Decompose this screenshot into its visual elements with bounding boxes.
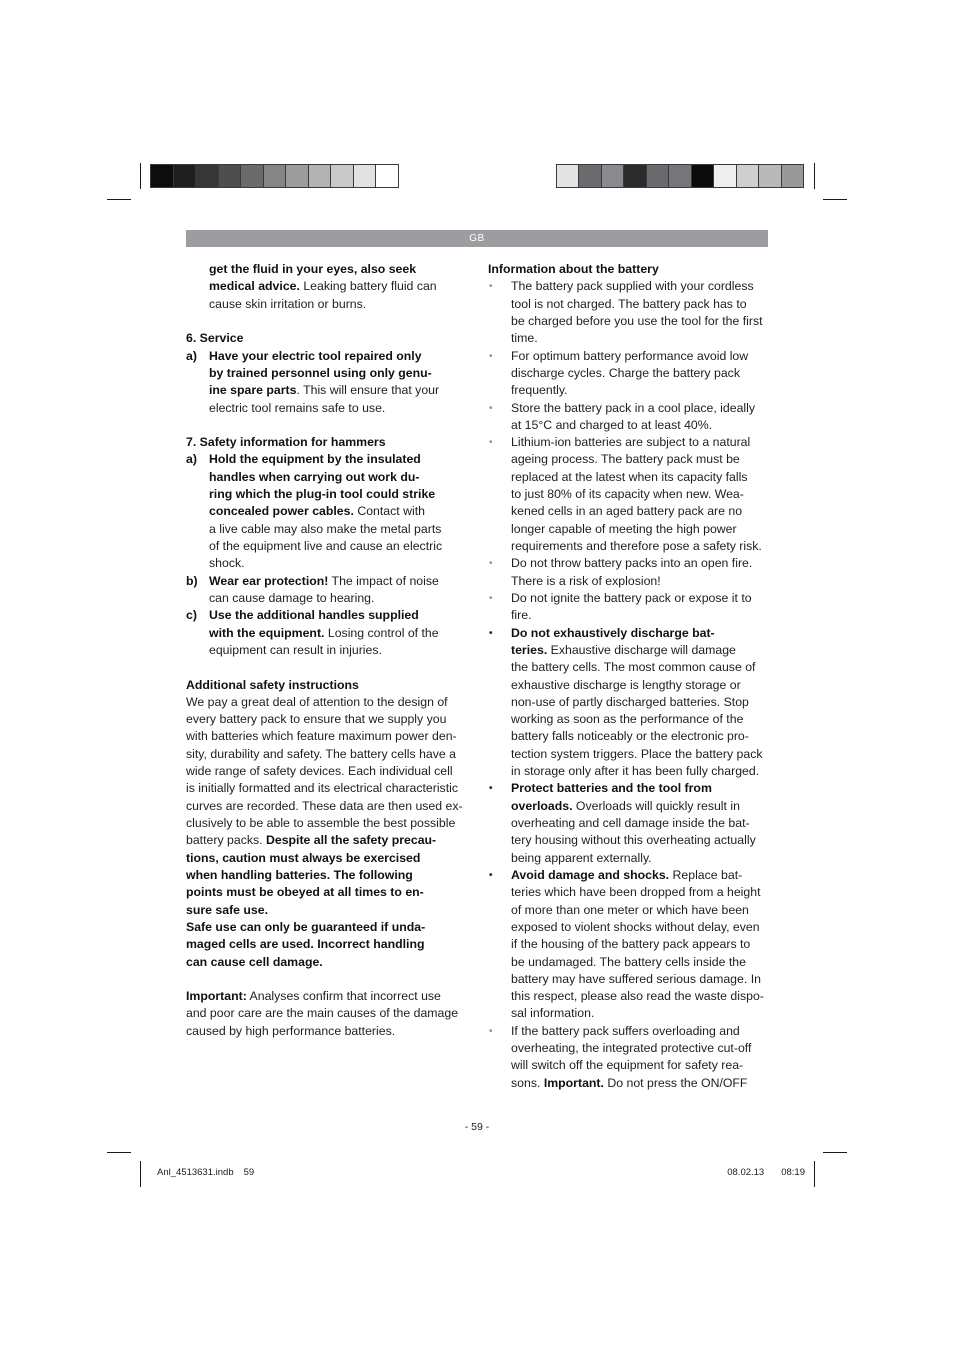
text-run: If the battery pack suffers overloading and: [511, 1023, 740, 1038]
text-run: wide range of safety devices. Each individual cell: [186, 764, 453, 779]
list-item-body: [209, 607, 466, 659]
text-line: [511, 746, 768, 763]
text-run: fire.: [511, 608, 532, 623]
color-patch: [737, 165, 759, 187]
text-line: [186, 988, 466, 1005]
list-item: [186, 451, 466, 572]
bold-text-run: Avoid damage and shocks.: [511, 867, 670, 882]
bold-text-run: handles when carrying out work du-: [209, 469, 420, 484]
list-item-body: [209, 573, 466, 608]
text-run: battery may have suffered serious damage. In: [511, 971, 761, 986]
text-run: of more than one meter or which have been: [511, 902, 749, 917]
slug-time: 08:19: [781, 1167, 805, 1178]
bold-text-run: when handling batteries. The following: [186, 867, 413, 882]
text-run: time.: [511, 331, 538, 346]
bold-text-run: can cause cell damage.: [186, 954, 323, 969]
color-patch: [782, 165, 803, 187]
text-line: [209, 573, 466, 590]
text-run: shock.: [209, 556, 245, 571]
color-patch: [286, 165, 309, 187]
blank-line: [186, 659, 466, 676]
text-line: [209, 365, 466, 382]
text-run: a live cable may also make the metal parts: [209, 521, 442, 536]
list-item-body: [511, 555, 768, 590]
text-run: There is a risk of explosion!: [511, 573, 661, 588]
text-run: Losing control of the: [324, 625, 439, 640]
bullet-marker: •: [489, 627, 493, 639]
text-run: of the equipment live and cause an electric: [209, 539, 443, 553]
text-run: with batteries which feature maximum power den-: [186, 729, 457, 744]
text-line: [511, 296, 768, 313]
text-line: [511, 503, 768, 520]
bullet-marker: •: [489, 869, 493, 881]
text-line: [511, 1023, 768, 1040]
bold-text-run: Safe use can only be guaranteed if unda-: [186, 919, 426, 934]
text-line: [209, 261, 466, 278]
bold-text-run: Despite all the safety precau-: [265, 833, 437, 848]
text-line: [511, 330, 768, 347]
section-heading: Additional safety instructions: [186, 677, 359, 692]
paragraph: [186, 694, 466, 971]
bold-text-run: overloads.: [511, 798, 573, 813]
text-line: [209, 469, 466, 486]
text-line: [186, 746, 466, 763]
lettered-list: [186, 451, 466, 659]
text-line: [511, 677, 768, 694]
text-line: [186, 1023, 466, 1040]
text-line: [511, 313, 768, 330]
slug-filename: Anl_4513631.indb: [157, 1167, 234, 1178]
bold-text-run: concealed power cables.: [209, 504, 354, 519]
text-line: [186, 936, 466, 953]
list-item-body: [511, 780, 768, 867]
text-line: [511, 867, 768, 884]
text-run: working as soon as the performance of the: [511, 712, 744, 727]
text-run: in storage only after it has been fully charged.: [511, 764, 760, 779]
text-run: be undamaged. The battery cells inside the: [511, 954, 746, 969]
left-column: [186, 261, 466, 1040]
text-line: [186, 798, 466, 815]
color-calibration-bar-left: [150, 164, 399, 188]
color-patch: [714, 165, 736, 187]
bullet-marker: •: [489, 1025, 493, 1037]
crop-mark: [107, 1152, 131, 1153]
list-item-body: [511, 625, 768, 781]
text-run: kened cells in an aged battery pack are no: [511, 504, 743, 519]
text-run: equipment can result in injuries.: [209, 642, 382, 657]
language-label: GB: [469, 233, 485, 244]
color-patch: [309, 165, 332, 187]
text-line: [209, 607, 466, 624]
text-line: [209, 296, 466, 313]
print-slug-timestamp: [727, 1167, 805, 1179]
text-run: tool is not charged. The battery pack has to: [511, 296, 747, 311]
bullet-marker: •: [489, 783, 493, 795]
text-line: [209, 400, 466, 417]
text-line: [511, 625, 768, 642]
color-patch: [376, 165, 398, 187]
bullet-marker: •: [489, 558, 493, 570]
text-run: The battery pack supplied with your cordless: [511, 279, 754, 294]
list-marker: c): [186, 608, 197, 623]
list-marker: a): [186, 348, 197, 363]
bold-text-run: get the fluid in your eyes, also seek: [209, 262, 417, 276]
text-run: if the housing of the battery pack appears to: [511, 937, 751, 952]
text-run: can cause damage to hearing.: [209, 590, 375, 605]
text-line: [186, 850, 466, 867]
text-line: [511, 815, 768, 832]
text-line: [511, 486, 768, 503]
text-line: [511, 590, 768, 607]
bullet-marker: •: [489, 402, 493, 414]
text-line: [511, 659, 768, 676]
list-item: [488, 590, 768, 625]
bold-text-run: medical advice.: [209, 279, 300, 294]
text-line: [186, 954, 466, 971]
text-run: Overloads will quickly result in: [572, 798, 740, 813]
text-line: [511, 919, 768, 936]
text-line: [209, 538, 466, 555]
text-run: frequently.: [511, 383, 568, 398]
color-patch: [624, 165, 646, 187]
text-run: tery housing without this overheating actually: [511, 833, 756, 848]
list-item-body: [511, 1023, 768, 1092]
text-run: sity, durability and safety. The battery cells have a: [186, 746, 456, 761]
bold-text-run: points must be obeyed at all times to en-: [186, 885, 424, 900]
text-run: teries which have been dropped from a height: [511, 885, 761, 900]
list-item: [488, 400, 768, 435]
color-patch: [264, 165, 287, 187]
text-line: [186, 728, 466, 745]
blank-line: [186, 971, 466, 988]
text-run: tection system triggers. Place the battery pack: [511, 746, 763, 761]
color-patch: [219, 165, 242, 187]
text-run: longer capable of meeting the high power: [511, 521, 737, 536]
bold-text-run: Wear ear protection!: [209, 573, 329, 588]
bullet-marker: •: [489, 350, 493, 362]
text-line: [186, 884, 466, 901]
color-patch: [692, 165, 714, 187]
text-line: [511, 850, 768, 867]
bold-text-run: Important.: [543, 1075, 604, 1090]
text-line: [511, 971, 768, 988]
text-line: [511, 365, 768, 382]
text-line: [511, 348, 768, 365]
text-run: We pay a great deal of attention to the design of: [186, 694, 448, 709]
bullet-marker: •: [489, 437, 493, 449]
list-item: [488, 555, 768, 590]
bold-text-run: ring which the plug-in tool could strike: [209, 487, 436, 502]
list-item: [488, 867, 768, 1023]
text-line: [511, 1040, 768, 1057]
bold-text-run: maged cells are used. Incorrect handling: [186, 937, 425, 952]
list-item: [488, 278, 768, 347]
color-patch: [669, 165, 691, 187]
text-line: [511, 954, 768, 971]
text-line: [511, 832, 768, 849]
text-line: [511, 728, 768, 745]
list-item-body: [511, 278, 768, 347]
right-column: [488, 261, 768, 1092]
list-item: [488, 1023, 768, 1092]
text-run: exposed to violent shocks without delay, even: [511, 919, 760, 934]
language-header-bar: [186, 230, 768, 247]
list-item-body: [511, 590, 768, 625]
list-item-body: [209, 348, 466, 417]
text-line: [209, 521, 466, 538]
text-line: [186, 815, 466, 832]
text-run: this respect, please also read the waste dispo-: [511, 989, 764, 1004]
list-item: [488, 348, 768, 400]
section-heading: 7. Safety information for hammers: [186, 435, 386, 450]
text-line: [511, 382, 768, 399]
text-line: [511, 573, 768, 590]
text-line: [511, 711, 768, 728]
bold-text-run: Protect batteries and the tool from: [511, 781, 712, 796]
text-line: [511, 469, 768, 486]
text-run: to just 80% of its capacity when new. Wea-: [511, 487, 744, 502]
text-line: [511, 902, 768, 919]
color-patch: [579, 165, 601, 187]
list-item: [488, 780, 768, 867]
text-run: the battery cells. The most common cause of: [511, 660, 756, 675]
text-run: being apparent externally.: [511, 850, 652, 865]
text-run: . This will ensure that your: [296, 383, 440, 398]
text-run: sons.: [511, 1075, 544, 1090]
text-line: [511, 1005, 768, 1022]
color-patch: [354, 165, 377, 187]
color-patch: [602, 165, 624, 187]
text-line: [186, 867, 466, 884]
color-patch: [174, 165, 197, 187]
text-run: caused by high performance batteries.: [186, 1023, 396, 1038]
list-item-body: [511, 348, 768, 400]
list-item: [186, 573, 466, 608]
crop-mark: [814, 1161, 815, 1187]
text-run: requirements and therefore pose a safety risk.: [511, 539, 762, 553]
text-run: non-use of partly discharged batteries. Stop: [511, 694, 749, 709]
slug-page: 59: [243, 1167, 255, 1178]
crop-mark: [107, 199, 131, 200]
text-line: [209, 278, 466, 295]
crop-mark: [823, 1152, 847, 1153]
text-line: [511, 417, 768, 434]
list-item: [186, 607, 466, 659]
text-line: [511, 642, 768, 659]
text-line: [209, 382, 466, 399]
text-line: [511, 694, 768, 711]
text-line: [186, 832, 466, 849]
text-run: be charged before you use the tool for the first: [511, 313, 763, 328]
crop-mark: [814, 163, 815, 189]
text-run: replaced at the latest when its capacity falls: [511, 469, 748, 484]
color-calibration-bar-right: [556, 164, 804, 188]
color-patch: [647, 165, 669, 187]
bold-text-run: Do not exhaustively discharge bat-: [511, 625, 715, 640]
text-line: [186, 763, 466, 780]
text-line: [186, 902, 466, 919]
page-number: - 59 -: [464, 1121, 490, 1133]
text-run: Contact with: [353, 504, 425, 519]
bold-text-run: Important:: [186, 989, 247, 1004]
text-run: Do not throw battery packs into an open fire.: [511, 556, 753, 571]
crop-mark: [823, 199, 847, 200]
text-run: and poor care are the main causes of the damage: [186, 1006, 459, 1021]
bullet-marker: •: [489, 281, 493, 293]
lettered-list: [186, 261, 466, 313]
text-line: [511, 538, 768, 555]
text-run: clusively to be able to assemble the best possible: [186, 816, 456, 830]
text-run: sal information.: [511, 1006, 595, 1021]
list-item: [186, 348, 466, 417]
text-run: For optimum battery performance avoid low: [511, 348, 749, 363]
text-line: [209, 348, 466, 365]
color-patch: [196, 165, 219, 187]
paragraph: [186, 988, 466, 1040]
text-line: [186, 780, 466, 797]
text-run: discharge cycles. Charge the battery pack: [511, 365, 740, 380]
text-line: [209, 590, 466, 607]
text-line: [511, 936, 768, 953]
text-run: will switch off the equipment for safety rea-: [511, 1058, 744, 1073]
bullet-marker: •: [489, 592, 493, 604]
text-line: [511, 278, 768, 295]
text-line: [209, 486, 466, 503]
bold-text-run: with the equipment.: [209, 625, 325, 640]
text-line: [511, 884, 768, 901]
text-run: exhaustive discharge is lengthy storage or: [511, 677, 741, 692]
text-line: [511, 607, 768, 624]
text-run: Leaking battery fluid can: [299, 279, 437, 294]
crop-mark: [140, 163, 141, 189]
crop-mark: [140, 1161, 141, 1187]
bullet-list: [488, 278, 768, 1092]
text-line: [511, 988, 768, 1005]
text-run: overheating, the integrated protective cut-off: [511, 1041, 752, 1056]
color-patch: [557, 165, 579, 187]
text-run: ageing process. The battery pack must be: [511, 452, 740, 467]
color-patch: [241, 165, 264, 187]
text-line: [209, 555, 466, 572]
text-run: electric tool remains safe to use.: [209, 400, 386, 415]
text-run: curves are recorded. These data are then used ex-: [186, 798, 463, 813]
text-line: [186, 694, 466, 711]
bold-text-run: Have your electric tool repaired only: [209, 348, 422, 363]
text-line: [511, 798, 768, 815]
blank-line: [186, 417, 466, 434]
text-run: is initially formatted and its electrical characteristic: [186, 781, 458, 796]
text-line: [209, 451, 466, 468]
text-line: [186, 919, 466, 936]
text-run: Lithium-ion batteries are subject to a natural: [511, 435, 751, 450]
bold-text-run: Hold the equipment by the insulated: [209, 452, 421, 467]
list-item-body: [511, 434, 768, 555]
text-run: battery packs.: [186, 833, 266, 848]
bold-text-run: by trained personnel using only genu-: [209, 365, 432, 380]
text-run: Exhaustive discharge will damage: [547, 642, 736, 657]
text-line: [186, 1005, 466, 1022]
print-slug-file: [157, 1167, 254, 1179]
text-line: [511, 521, 768, 538]
text-line: [511, 1057, 768, 1074]
bold-text-run: sure safe use.: [186, 902, 269, 917]
text-line: [511, 451, 768, 468]
color-patch: [759, 165, 781, 187]
text-line: [186, 711, 466, 728]
bold-text-run: Use the additional handles supplied: [209, 608, 419, 623]
text-run: every battery pack to ensure that we supply you: [186, 712, 447, 727]
list-item-body: [209, 451, 466, 572]
text-line: [209, 625, 466, 642]
slug-date: 08.02.13: [727, 1167, 765, 1178]
blank-line: [186, 313, 466, 330]
text-line: [511, 780, 768, 797]
list-item: [488, 434, 768, 555]
text-run: The impact of noise: [328, 573, 439, 588]
text-line: [209, 503, 466, 520]
text-run: at 15°C and charged to at least 40%.: [511, 417, 713, 432]
lettered-list: [186, 348, 466, 417]
section-heading: 6. Service: [186, 331, 244, 346]
text-line: [511, 555, 768, 572]
color-patch: [331, 165, 354, 187]
text-run: Do not ignite the battery pack or expose it to: [511, 590, 752, 605]
text-run: Replace bat-: [669, 867, 743, 882]
text-line: [511, 400, 768, 417]
text-run: overheating and cell damage inside the bat-: [511, 816, 750, 830]
list-marker: b): [186, 573, 198, 588]
text-line: [511, 434, 768, 451]
list-item-body: [209, 261, 466, 313]
list-item-body: [511, 400, 768, 435]
text-line: [511, 1075, 768, 1092]
list-item: [186, 261, 466, 313]
text-run: Do not press the ON/OFF: [603, 1075, 748, 1090]
text-run: cause skin irritation or burns.: [209, 296, 367, 311]
text-run: Store the battery pack in a cool place, ideally: [511, 400, 756, 415]
text-line: [511, 763, 768, 780]
section-heading: Information about the battery: [488, 262, 659, 276]
list-marker: a): [186, 452, 197, 467]
text-line: [209, 642, 466, 659]
list-item-body: [511, 867, 768, 1023]
text-run: Analyses confirm that incorrect use: [246, 989, 441, 1004]
list-item: [488, 625, 768, 781]
bold-text-run: teries.: [511, 642, 548, 657]
text-run: battery falls noticeably or the electronic pro-: [511, 729, 749, 744]
bold-text-run: tions, caution must always be exercised: [186, 850, 421, 865]
color-patch: [151, 165, 174, 187]
bold-text-run: ine spare parts: [209, 383, 297, 398]
